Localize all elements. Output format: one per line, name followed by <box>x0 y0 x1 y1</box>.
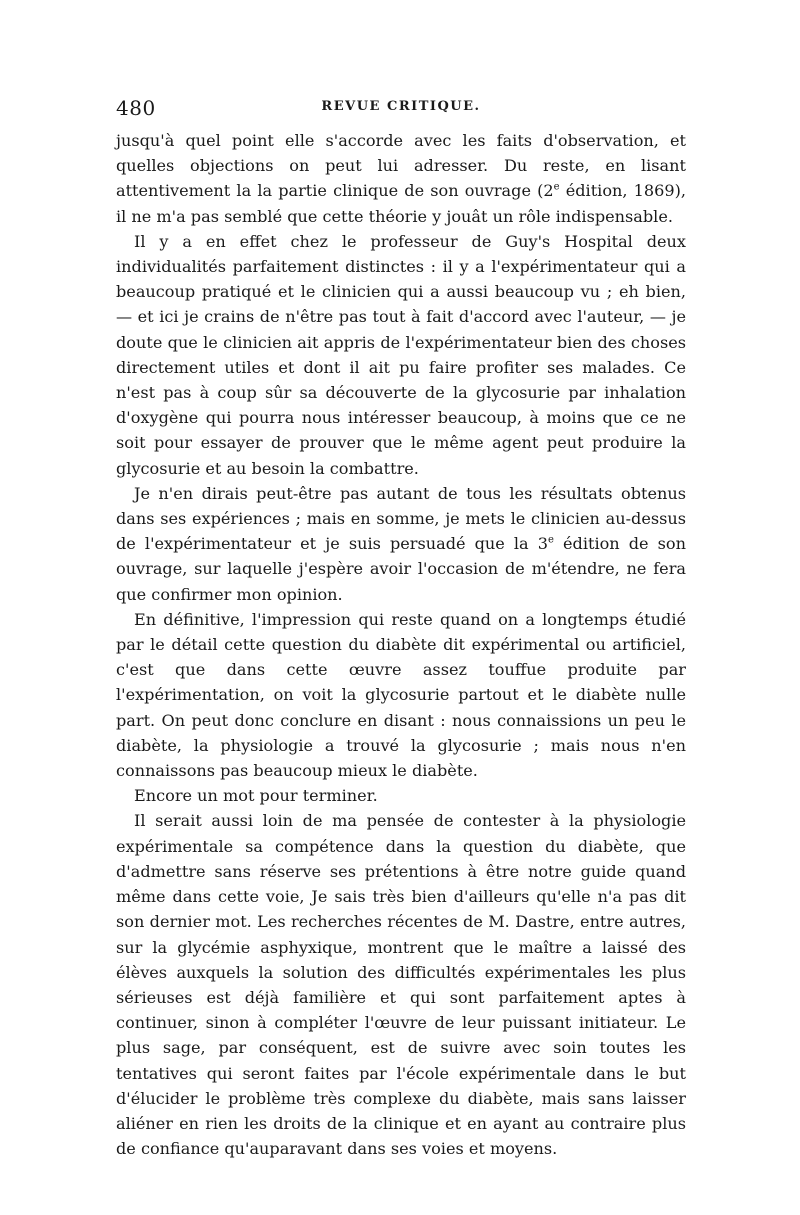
paragraph-1-superscript: e <box>553 182 560 194</box>
running-title: REVUE CRITIQUE. <box>321 99 481 114</box>
paragraph-1-text-start: jusqu'à quel point elle s'accorde avec les faits d'observation, et quelles objections on peut lui adresser. Du reste, en lisant attentivement la la partie clinique de son ouvrage (2 <box>116 131 686 201</box>
paragraph-1 <box>116 128 686 229</box>
paragraph-3-text-start: Je n'en dirais peut-être pas autant de tous les résultats obtenus dans ses expériences ; mais en somme, je mets le clinicien au-dessus de l'expérimentateur et je suis persuadé que la 3 <box>116 483 686 554</box>
body-text <box>116 128 686 1161</box>
paragraph-4: En définitive, l'impression qui reste quand on a longtemps étudié par le détail cette question du diabète dit expérimental ou artificiel, c'est que dans cette œuvre assez touffue produite par l'expérimentation, on voit la glycosurie partout et le diabète nulle part. On peut donc conclure en disant : nous connaissions un peu le diabète, la physiologie a trouvé la glycosurie ; mais nous n'en connaissons pas beaucoup mieux le diabète. <box>116 609 686 781</box>
paragraph-6: Il serait aussi loin de ma pensée de contester à la physiologie expérimentale sa compétence dans la question du diabète, que d'admettre sans réserve ses prétentions à être notre guide quand même dans cette voie, Je sais très bien d'ailleurs qu'elle n'a pas dit son dernier mot. Les recherches récentes de M. Dastre, entre autres, sur la glycémie asphyxique, montrent que le maître a laissé des élèves auxquels la solution des difficultés expérimentales les plus sérieuses est déjà familière et qui sont parfaitement aptes à continuer, sinon à compléter l'œuvre de leur puissant initiateur. Le plus sage, par conséquent, est de suivre avec soin toutes les tentatives qui seront faites par l'école expérimentale dans le but d'élucider le problème très complexe du diabète, mais sans laisser aliéner en rien les droits de la clinique et en ayant au contraire plus de confiance qu'auparavant dans ses voies et moyens. <box>116 811 686 1159</box>
paragraph-1-text-end: édition, 1869), il ne m'a pas semblé que cette théorie y jouât un rôle indispensable. <box>116 181 686 226</box>
book-page <box>116 96 686 1161</box>
paragraph-3-text-end: édition de son ouvrage, sur laquelle j'espère avoir l'occasion de m'étendre, ne fera que confirmer mon opinion. <box>116 534 686 604</box>
paragraph-2: Il y a en effet chez le professeur de Guy's Hospital deux individualités parfaitement distinctes : il y a l'expérimentateur qui a beaucoup pratiqué et le clinicien qui a aussi beaucoup vu ; eh bien, — et ici je crains de n'être pas tout à fait d'accord avec l'auteur, — je doute que le clinicien ait appris de l'expérimentateur bien des choses directement utiles et dont il ait pu faire profiter ses malades. Ce n'est pas à coup sûr sa découverte de la glycosurie par inhalation d'oxygène qui pourra nous intéresser beaucoup, à moins que ce ne soit pour essayer de prouver que le même agent peut produire la glycosurie et au besoin la combattre. <box>116 231 686 478</box>
paragraph-3 <box>116 481 686 607</box>
running-head <box>116 96 686 122</box>
paragraph-3-superscript: e <box>547 534 554 546</box>
page-number: 480 <box>116 96 156 120</box>
paragraph-5: Encore un mot pour terminer. <box>134 786 378 806</box>
